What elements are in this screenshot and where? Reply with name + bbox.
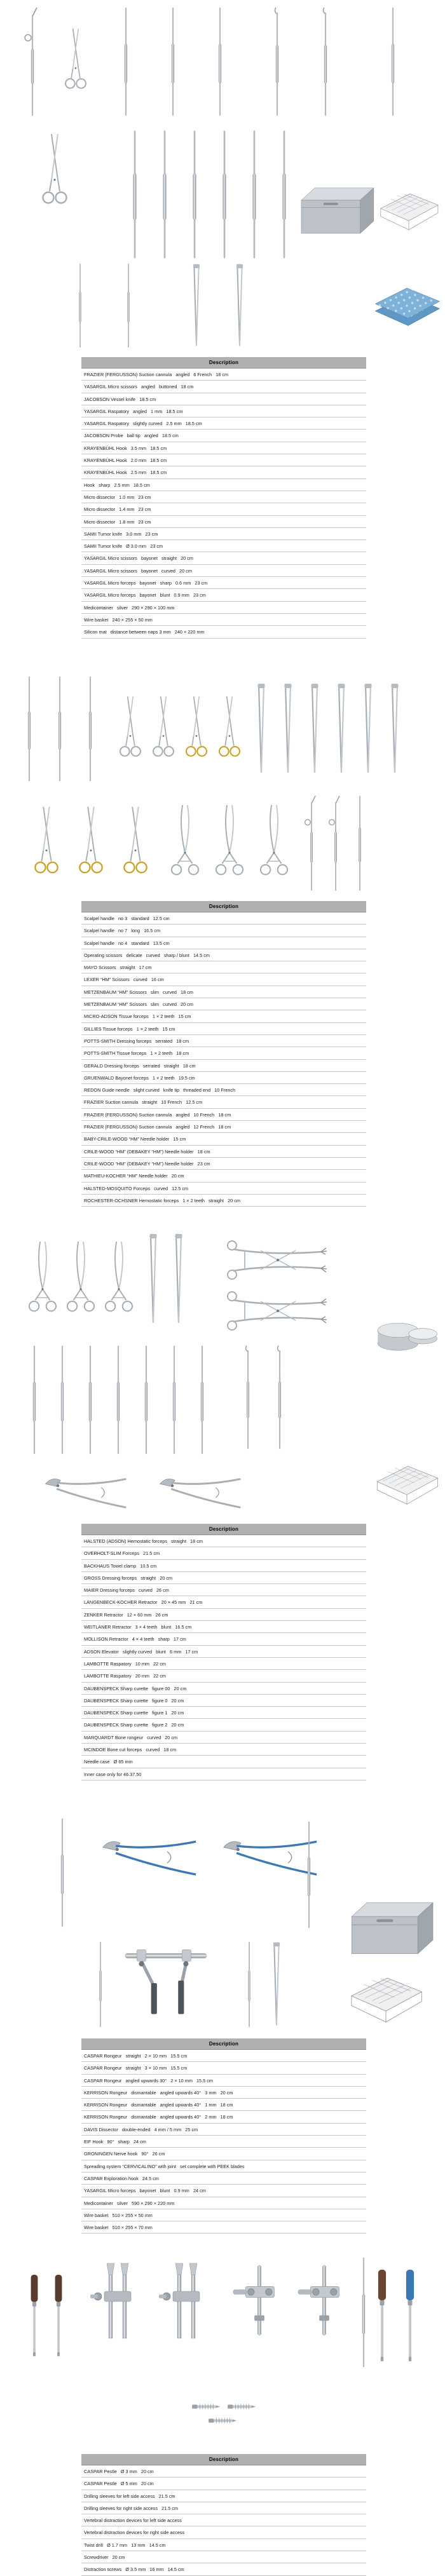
frazier-fergusson-suction-cannula-image — [329, 796, 339, 890]
table-row: POTTS-SMITH Dressing forceps serrated 18 cm — [81, 1035, 366, 1047]
table-row: ZENKER Retractor 12 × 60 mm 26 cm — [81, 1609, 366, 1621]
wire-basket-image — [381, 194, 438, 230]
table-row: MICRO-ADSON Tissue forceps 1 × 2 teeth 15 cm — [81, 1010, 366, 1022]
scalpel-handle-no7-image — [58, 677, 61, 781]
weitlaner-retractor-image — [228, 1241, 327, 1279]
table-header: Description — [81, 901, 366, 912]
mcindoe-bone-cut-forceps-image — [160, 1479, 241, 1508]
table-row: LAMBOTTE Raspatory 20 mm 22 cm — [81, 1670, 366, 1682]
set3-instruments-image — [0, 1219, 445, 1524]
table-row: SAMII Tumor knife Ø 3.0 mm 23 cm — [81, 540, 366, 552]
table-body — [81, 2465, 366, 2576]
table-row: Silicon mat distance between naps 3 mm 240 × 220 mm — [81, 626, 366, 638]
table-row: DAVIS Dissector double-ended 4 mm / 5 mm 25 cm — [81, 2124, 366, 2136]
table-row: CASPAR Pestle Ø 3 mm 20 cm — [81, 2465, 366, 2478]
table-row: REDON Guide needle slight curved knife tip threaded end 10 French — [81, 1084, 366, 1096]
table-row: GRUENWALD Bayonet forceps 1 × 2 teeth 19.5 cm — [81, 1072, 366, 1084]
micro-dissector-3-image — [193, 131, 196, 259]
table-row: Medicontainer silver 290 × 290 × 100 mm — [81, 602, 366, 614]
table-row: GILLIES Tissue forceps 1 × 2 teeth 15 cm — [81, 1023, 366, 1035]
scalpel-handle-no4-image — [89, 677, 92, 781]
table-row: Wire basket 510 × 255 × 70 mm — [81, 2221, 366, 2234]
table-body — [81, 2050, 366, 2234]
table-row: LEXER “HM” Scissors curved 16 cm — [81, 973, 366, 986]
table-row: HALSTED (ADSON) Hemostatic forceps straight 18 cm — [81, 1535, 366, 1547]
table-row: Medicontainer silver 590 × 290 × 220 mm — [81, 2197, 366, 2209]
vertebral-distraction-device-left-image — [233, 2265, 275, 2335]
micro-adson-tissue-forceps-image — [258, 684, 265, 773]
table-row: YASARGIL Micro scissors bayonet straight 20 cm — [81, 552, 366, 564]
table-row: Hook sharp 2.5 mm 18.5 cm — [81, 479, 366, 491]
yasargil-micro-scissors-image — [65, 29, 86, 88]
table-row: WEITLANER Retractor 3 × 4 teeth blunt 16.5 cm — [81, 1621, 366, 1633]
table-row: MATHIEU-KOCHER “HM” Needle holder 20 cm — [81, 1170, 366, 1182]
table-row: DAUBENSPECK Sharp curette figure 1 20 cm — [81, 1707, 366, 1719]
potts-smith-dressing-forceps-image — [312, 684, 318, 773]
gerald-dressing-forceps-image — [365, 684, 372, 773]
table-row: HALSTED-MOSQUITO Forceps curved 12.5 cm — [81, 1183, 366, 1195]
micro-scissors-bayonet-curved-image — [127, 264, 129, 348]
table-row: BABY-CRILE-WOOD “HM” Needle holder 15 cm — [81, 1133, 366, 1145]
maier-dressing-forceps-image — [175, 1234, 182, 1323]
table-row: YASARGIL Micro forceps bayonet blunt 0.9 mm 23 cm — [81, 589, 366, 601]
table-row: Micro dissector 1.0 mm 23 cm — [81, 491, 366, 503]
table-row: MCINDOE Bone cut forceps curved 18 cm — [81, 1744, 366, 1756]
table-row: KERRISON Rongeur dismantable angled upwards 40° 2 mm 18 cm — [81, 2111, 366, 2123]
set5-instruments-image — [0, 2249, 445, 2450]
table-row: YASARGIL Micro forceps bayonet blunt 0.9 mm 24 cm — [81, 2185, 366, 2197]
daubenspeck-curette-1-image — [173, 1346, 175, 1454]
vertebral-distraction-device-right-image — [298, 2265, 339, 2335]
caspar-pestle-5mm-image — [55, 2275, 62, 2356]
hook-sharp-image — [283, 131, 286, 259]
samii-tumor-knife-round-image — [253, 131, 256, 259]
distraction-screw-image — [228, 2404, 256, 2409]
table-row: MOLLISON Retractor 4 × 4 teeth sharp 17 cm — [81, 1633, 366, 1645]
drilling-sleeve-left-image — [90, 2263, 131, 2338]
table-header: Description — [81, 357, 366, 369]
screwdriver-image — [378, 2270, 386, 2361]
overholt-slim-forceps-image — [67, 1242, 94, 1311]
caspar-rongeur-image — [103, 1841, 196, 1874]
table-row: MARQUARDT Bone rongeur curved 20 cm — [81, 1732, 366, 1744]
table-row: BACKHAUS Towel clamp 10.5 cm — [81, 1560, 366, 1572]
table-row: JACOBSON Vessel knife 18.5 cm — [81, 393, 366, 405]
description-table-2 — [81, 901, 366, 1207]
table-row: YASARGIL Raspatory slightly curved 2.5 mm 18.5 cm — [81, 417, 366, 430]
adson-elevator-image — [33, 1346, 36, 1454]
set4-instruments-image — [0, 1810, 445, 2037]
micro-forceps-bayonet-sharp-image — [193, 264, 200, 346]
table-row: DAUBENSPECK Sharp curette figure 0 20 cm — [81, 1695, 366, 1707]
micro-scissors-bayonet-image — [43, 134, 67, 203]
table-row: POTTS-SMITH Tissue forceps 1 × 2 teeth 18 cm — [81, 1047, 366, 1059]
needle-case-image — [378, 1323, 437, 1350]
table-row: KERRISON Rongeur dismantable angled upwards 40° 1 mm 18 cm — [81, 2099, 366, 2111]
table-row: CASPAR Pestle Ø 5 mm 20 cm — [81, 2478, 366, 2490]
table-row: Inner case only for 46.37.50 — [81, 1768, 366, 1780]
table-row: SAMII Tumor knife 3.0 mm 23 cm — [81, 528, 366, 540]
table-row: FRAZIER (FERGUSSON) Suction cannula angled 12 French 18 cm — [81, 1121, 366, 1133]
baby-crile-wood-needle-holder-image — [35, 807, 57, 873]
table-row: Distraction screws Ø 3.5 mm 16 mm 14.5 cm — [81, 2563, 366, 2575]
daubenspeck-curette-2-image — [201, 1346, 203, 1454]
table-row: GROSS Dressing forceps straight 20 cm — [81, 1572, 366, 1584]
micro-forceps-bayonet-blunt-image — [236, 264, 243, 346]
table-row: Twist drill Ø 1.7 mm 13 mm 14.5 cm — [81, 2539, 366, 2551]
frazier-suction-cannula-image — [25, 8, 37, 116]
description-table-4 — [81, 2038, 366, 2234]
jacobson-vessel-knife-image — [125, 8, 127, 116]
table-row: Spreading system “CERVICALINO” with joint set complete with PEEK blades — [81, 2160, 366, 2173]
micro-dissector-image — [392, 8, 394, 116]
rochester-ochsner-forceps-image — [261, 805, 287, 874]
table-row: Micro dissector 1.8 mm 23 cm — [81, 516, 366, 528]
table-row: ROCHESTER-OCHSNER Hemostatic forceps 1 × 2 teeth straight 20 cm — [81, 1195, 366, 1207]
description-table-3 — [81, 1524, 366, 1780]
gruenwald-bayonet-forceps-image — [392, 684, 399, 773]
backhaus-towel-clamp-image — [106, 1242, 132, 1311]
yasargil-raspatory-curved-image — [219, 8, 221, 116]
table-row: Drilling sleeves for left side access 21.5 cm — [81, 2490, 366, 2502]
crile-wood-needle-holder-23-image — [124, 807, 146, 873]
table-header: Description — [81, 1524, 366, 1535]
table-row: YASARGIL Micro forceps bayonet sharp 0.6 mm 23 cm — [81, 577, 366, 589]
table-row: CASPAR Rongeur angled upwards 30° 2 × 10 mm 15.5 cm — [81, 2075, 366, 2087]
scalpel-handle-no3-image — [28, 677, 31, 781]
table-row: Operating scissors delicate curved sharp / blunt 14.5 cm — [81, 949, 366, 961]
table-row: Needle case Ø 65 mm — [81, 1756, 366, 1768]
lambotte-raspatory-20-image — [89, 1346, 92, 1454]
daubenspeck-curette-00-image — [117, 1346, 120, 1454]
table-row: CASPAR Exploration hook 24.5 cm — [81, 2173, 366, 2185]
table-row: Scalpel handle no 3 standard 12.5 cm — [81, 912, 366, 925]
micro-dissector-1-image — [134, 131, 137, 259]
yasargil-raspatory-angled-image — [172, 8, 174, 116]
table-row: LANGENBECK-KOCHER Retractor 20 × 45 mm 21 cm — [81, 1596, 366, 1608]
mayo-scissors-image — [153, 696, 174, 756]
crile-wood-needle-holder-18-image — [79, 807, 102, 873]
table-row: CRILE-WOOD “HM” (DEBAKEY “HM”) Needle holder 18 cm — [81, 1146, 366, 1158]
table-body — [81, 912, 366, 1207]
description-table-5 — [81, 2454, 366, 2576]
operating-scissors-image — [120, 696, 140, 756]
table-body — [81, 1535, 366, 1780]
daubenspeck-curette-0-image — [145, 1346, 147, 1454]
table-row: OVERHOLT-SLIM Forceps 21.5 cm — [81, 1547, 366, 1559]
table-row: FRAZIER Suction cannula straight 10 French 12.5 cm — [81, 1096, 366, 1108]
table-row: METZENBAUM “HM” Scissors slim curved 18 cm — [81, 986, 366, 998]
set2-instruments-image — [0, 670, 445, 899]
table-row: YASARGIL Micro scissors angled buttoned 18 cm — [81, 381, 366, 393]
table-row: DAUBENSPECK Sharp curette figure 00 20 cm — [81, 1683, 366, 1695]
twist-drill-image — [362, 2258, 365, 2367]
table-row: CASPAR Rongeur straight 3 × 10 mm 15.5 cm — [81, 2062, 366, 2074]
table-row: GRONINGEN Nerve hook 90° 26 cm — [81, 2148, 366, 2160]
table-row: Vertebral distraction devices for right side access — [81, 2526, 366, 2539]
micro-dissector-2-image — [163, 131, 167, 259]
table-row: LAMBOTTE Raspatory 10 mm 22 cm — [81, 1658, 366, 1670]
halsted-mosquito-forceps-image — [216, 805, 243, 874]
table-header: Description — [81, 2038, 366, 2050]
micro-scissors-bayonet-straight-image — [79, 264, 81, 348]
cervicalino-spreading-system-image — [125, 1949, 207, 2014]
table-row: Scalpel handle no 7 long 16.5 cm — [81, 925, 366, 937]
drilling-sleeve-right-image — [159, 2263, 200, 2338]
zenker-retractor-image — [278, 1346, 281, 1449]
lexer-hm-scissors-image — [186, 696, 207, 756]
table-row: JACOBSON Probe ball tip angled 18.5 cm — [81, 430, 366, 442]
distraction-screw-image — [209, 2418, 236, 2423]
mollison-retractor-image — [228, 1292, 327, 1330]
groningen-nerve-hook-image — [308, 1822, 310, 1928]
medicontainer-image — [352, 1902, 433, 1953]
table-row: CASPAR Rongeur straight 2 × 10 mm 15.5 cm — [81, 2050, 366, 2062]
gillies-tissue-forceps-image — [285, 684, 292, 773]
table-row: METZENBAUM “HM” Scissors slim curved 20 cm — [81, 998, 366, 1010]
table-row: EIF Hook 90° sharp 24 cm — [81, 2136, 366, 2148]
silicon-mat-image — [376, 288, 440, 325]
caspar-pestle-3mm-image — [31, 2275, 38, 2356]
halsted-adson-hemostatic-forceps-image — [29, 1242, 56, 1311]
table-row: Scalpel handle no 4 standard 13.5 cm — [81, 937, 366, 949]
frazier-suction-cannula-straight-image — [305, 796, 315, 890]
table-row: KRAYENBÜHL Hook 2.0 mm 18.5 cm — [81, 454, 366, 466]
table-row: ADSON Elevator slightly curved blunt 6 mm 17 cm — [81, 1646, 366, 1658]
table-row: MAIER Dressing forceps curved 26 cm — [81, 1584, 366, 1596]
lambotte-raspatory-10-image — [61, 1346, 64, 1454]
table-row: KERRISON Rongeur dismantable angled upwards 40° 3 mm 20 cm — [81, 2087, 366, 2099]
table-row: YASARGIL Micro scissors bayonet curved 20 cm — [81, 565, 366, 577]
potts-smith-tissue-forceps-image — [338, 684, 345, 773]
table-row: YASARGIL Raspatory angled 1 mm 18.5 cm — [81, 405, 366, 417]
marquardt-bone-rongeur-image — [46, 1479, 127, 1508]
samii-tumor-knife-image — [223, 131, 226, 259]
eif-hook-image — [61, 1819, 64, 1927]
mathieu-kocher-needle-holder-image — [172, 805, 198, 874]
yasargil-micro-forceps-bayonet-image — [273, 1942, 280, 2026]
redon-guide-needle-image — [359, 796, 360, 890]
table-row: Wire basket 510 × 255 × 50 mm — [81, 2209, 366, 2221]
table-row: GERALD Dressing forceps serrated straight 18 cm — [81, 1060, 366, 1072]
table-row: CRILE-WOOD “HM” (DEBAKEY “HM”) Needle holder 23 cm — [81, 1158, 366, 1170]
langenbeck-kocher-retractor-image — [246, 1346, 249, 1449]
table-row: FRAZIER (FERGUSSON) Suction cannula angled 10 French 18 cm — [81, 1109, 366, 1121]
table-row: KRAYENBÜHL Hook 2.5 mm 18.5 cm — [81, 466, 366, 478]
table-row: KRAYENBÜHL Hook 3.5 mm 18.5 cm — [81, 442, 366, 454]
set1-instruments-image — [0, 0, 445, 353]
table-row: Vertebral distraction devices for left side access — [81, 2514, 366, 2526]
davis-dissector-image — [248, 1942, 250, 2027]
wire-basket-image — [377, 1467, 437, 1505]
krayenbuehl-hook-image — [323, 8, 327, 116]
table-header: Description — [81, 2454, 366, 2465]
table-row: Screwdriver 20 cm — [81, 2551, 366, 2563]
kerrison-rongeur-image — [224, 1841, 317, 1874]
caspar-exploration-hook-image — [99, 1942, 101, 2027]
description-table-1 — [81, 357, 366, 639]
metzenbaum-hm-scissors-image — [219, 696, 240, 756]
table-body — [81, 369, 366, 639]
table-row: Wire basket 240 × 255 × 50 mm — [81, 614, 366, 626]
table-row: Drilling sleeves for right side access 21.5 cm — [81, 2502, 366, 2514]
gross-dressing-forceps-image — [150, 1234, 157, 1323]
table-row: MAYO Scissors straight 17 cm — [81, 961, 366, 973]
table-row: DAUBENSPECK Sharp curette figure 2 20 cm — [81, 1719, 366, 1731]
jacobson-probe-image — [275, 8, 278, 116]
wire-basket-image — [352, 1978, 421, 2022]
screwdriver-blue-image — [406, 2270, 414, 2361]
table-row: Micro dissector 1.4 mm 23 cm — [81, 503, 366, 515]
table-row: FRAZIER (FERGUSSON) Suction cannula angled 6 French 18 cm — [81, 369, 366, 381]
medicontainer-image — [301, 188, 374, 233]
distraction-screw-image — [192, 2404, 220, 2409]
